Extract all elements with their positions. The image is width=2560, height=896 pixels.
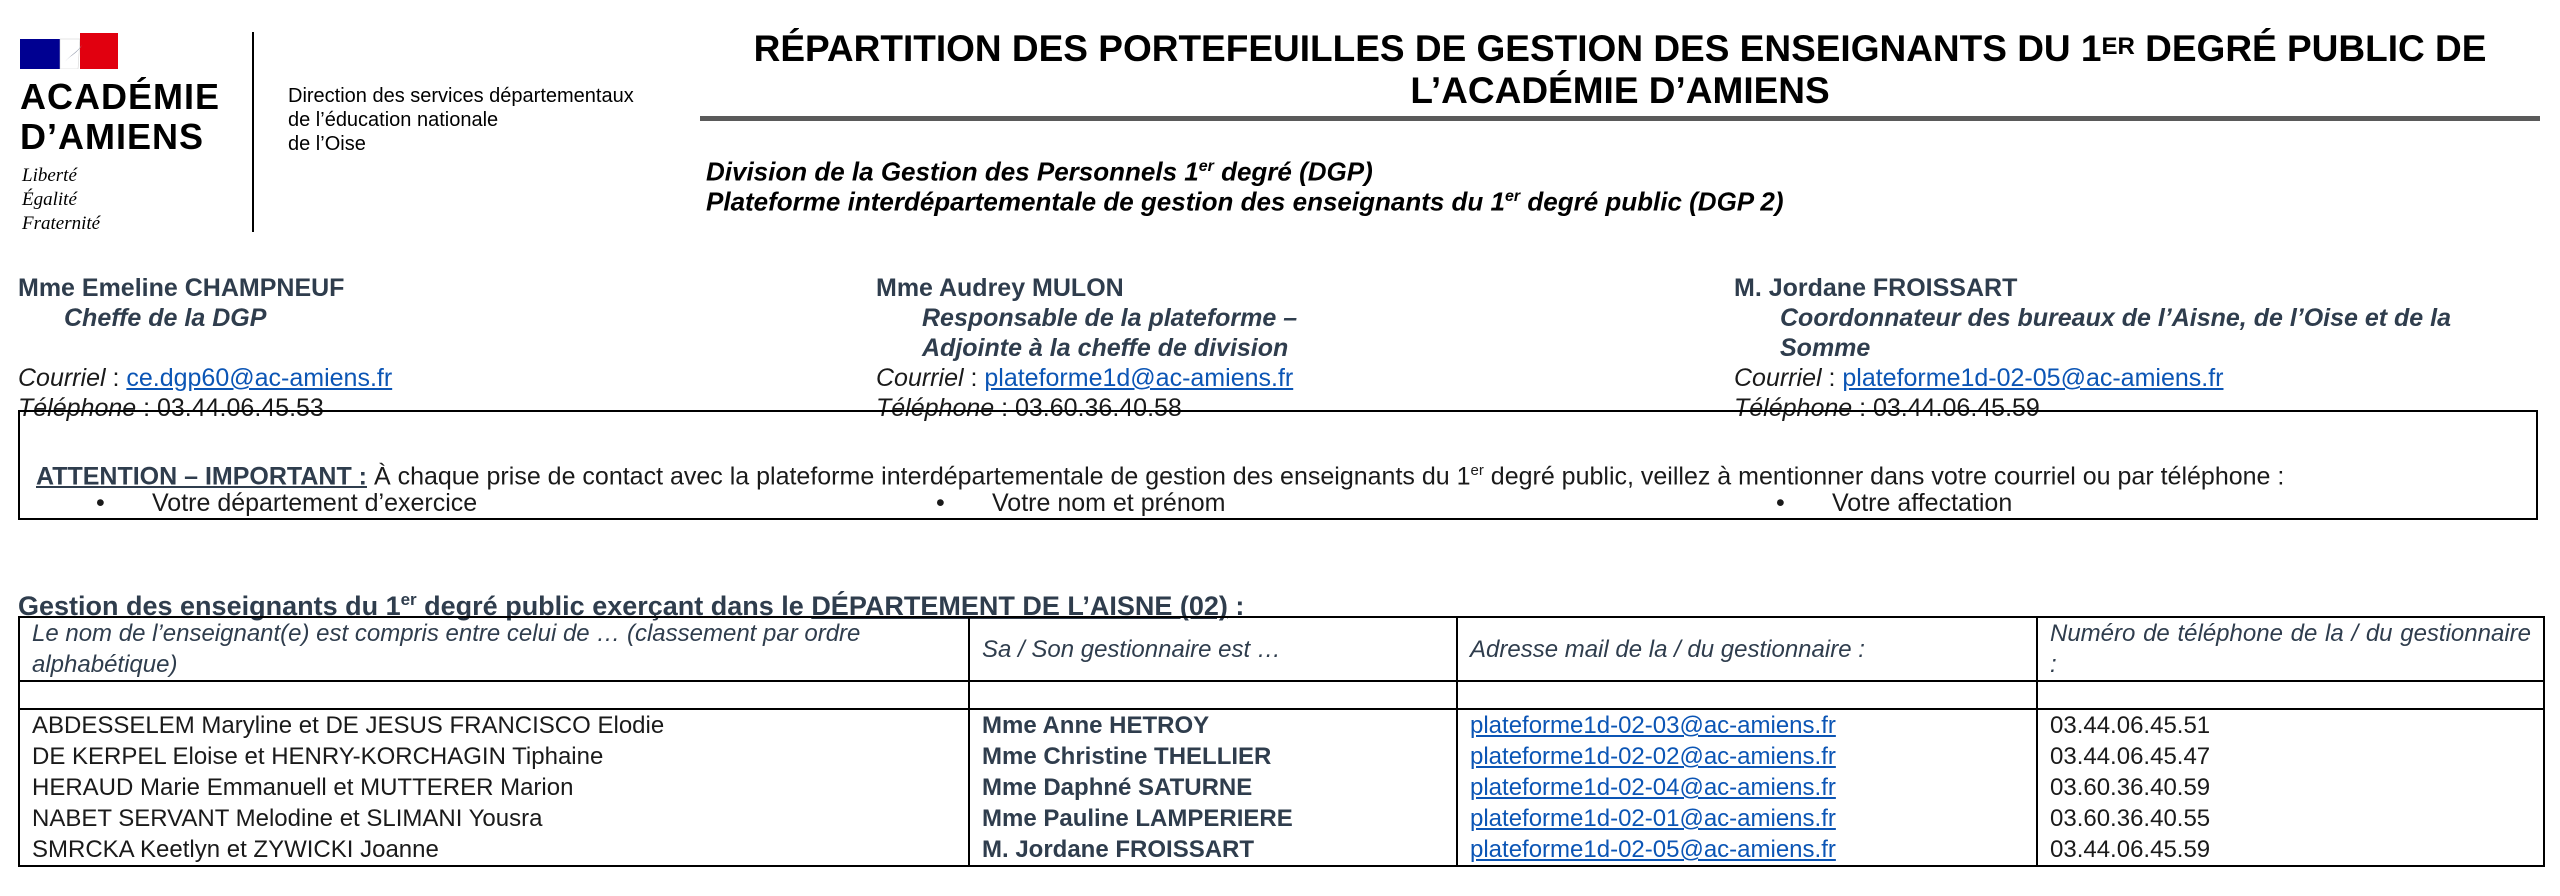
motto-fraternite: Fraternité [22,213,101,234]
name-range: SMRCKA Keetlyn et ZYWICKI Joanne [19,834,969,866]
contact-role-2: Somme [1780,334,1871,362]
contact-mail-line: Courriel : plateforme1d-02-05@ac-amiens.fr [1734,364,2224,392]
name-range: DE KERPEL Eloise et HENRY-KORCHAGIN Tiphaine [19,741,969,772]
contact-phone: 03.44.06.45.59 [1873,394,2040,422]
contact-role-1: Coordonnateur des bureaux de l’Aisne, de l’Oise et de la [1780,304,2451,332]
attention-bullet-2: • Votre nom et prénom [936,489,1226,517]
title-part2: DEGRÉ PUBLIC DE [2134,28,2487,69]
header-manager: Sa / Son gestionnaire est … [969,617,1457,681]
bullet-icon: • [936,489,945,517]
manager-name: Mme Anne HETROY [969,709,1457,741]
manager-name: Mme Christine THELLIER [969,741,1457,772]
title-part1: RÉPARTITION DES PORTEFEUILLES DE GESTION DES ENSEIGNANTS DU 1 [753,28,2102,69]
bullet-icon: • [96,489,105,517]
contact-phone: 03.44.06.45.53 [157,394,324,422]
motto-liberte: Liberté [22,165,77,186]
name-range: HERAUD Marie Emmanuell et MUTTERER Marion [19,772,969,803]
contact-phone: 03.60.36.40.58 [1015,394,1182,422]
bullet-icon: • [1776,489,1785,517]
department-name: DÉPARTEMENT DE L’AISNE (02) [811,591,1228,621]
contact-mulon [876,273,1297,423]
manager-email-link[interactable]: plateforme1d-02-01@ac-amiens.fr [1470,805,1836,832]
service-line-1: Direction des services départementaux [288,85,634,107]
division-line-1: Division de la Gestion des Personnels 1er degré (DGP) [706,156,1373,187]
header-phone: Numéro de téléphone de la / du gestionnaire : [2037,617,2544,681]
contact-role-2: Adjointe à la cheffe de division [922,334,1289,362]
manager-name: M. Jordane FROISSART [969,834,1457,866]
flag-white [60,39,80,69]
contact-name: Mme Audrey MULON [876,274,1124,302]
manager-phone: 03.44.06.45.47 [2037,741,2544,772]
attention-bullet-1: • Votre département d’exercice [96,489,478,517]
flag-blue [20,39,60,69]
manager-phone: 03.44.06.45.51 [2037,709,2544,741]
contact-mail-link[interactable]: plateforme1d@ac-amiens.fr [984,364,1294,392]
logo-amiens: D’AMIENS [20,116,205,157]
attention-bullet-3: • Votre affectation [1776,489,2013,517]
contact-role: Cheffe de la DGP [64,304,267,332]
contact-phone-line: Téléphone : 03.60.36.40.58 [876,394,1182,422]
contact-froissart [1734,273,2451,423]
attention-text: ATTENTION – IMPORTANT : À chaque prise de contact avec la plateforme interdépartementale de gestion des enseignants du 1er degré public, veillez à mentionner dans votre courriel ou par téléphone : [36,462,2285,491]
contact-phone-line: Téléphone : 03.44.06.45.59 [1734,394,2040,422]
manager-email-link[interactable]: plateforme1d-02-05@ac-amiens.fr [1470,836,1836,863]
manager-email-link[interactable]: plateforme1d-02-03@ac-amiens.fr [1470,712,1836,739]
republic-flag-icon [20,33,118,69]
service-line-3: de l’Oise [288,133,366,155]
table-row [19,834,2544,866]
contact-phone-line: Téléphone : 03.44.06.45.53 [18,394,324,422]
table-header-row [19,617,2544,681]
table-row [19,741,2544,772]
page-title [700,28,2540,112]
manager-phone: 03.44.06.45.59 [2037,834,2544,866]
manager-email-link[interactable]: plateforme1d-02-02@ac-amiens.fr [1470,743,1836,770]
name-range: NABET SERVANT Melodine et SLIMANI Yousra [19,803,969,834]
table-row [19,772,2544,803]
manager-email-link[interactable]: plateforme1d-02-04@ac-amiens.fr [1470,774,1836,801]
table-row [19,803,2544,834]
contact-champneuf [18,273,392,423]
contact-name: Mme Emeline CHAMPNEUF [18,274,345,302]
section-heading: Gestion des enseignants du 1er degré public exerçant dans le DÉPARTEMENT DE L’AISNE (02) : [18,590,1245,621]
name-range: ABDESSELEM Maryline et DE JESUS FRANCISCO Elodie [19,709,969,741]
portfolio-table [18,616,2545,867]
flag-red [80,33,118,69]
contact-role-1: Responsable de la plateforme – [922,304,1298,332]
header-name-range: Le nom de l’enseignant(e) est compris entre celui de … (classement par ordre alphabétique) [19,617,969,681]
title-underline [700,116,2540,121]
header-email: Adresse mail de la / du gestionnaire : [1457,617,2037,681]
manager-name: Mme Pauline LAMPERIERE [969,803,1457,834]
table-row [19,709,2544,741]
title-sup: ER [2101,33,2135,60]
contact-mail-line: Courriel : ce.dgp60@ac-amiens.fr [18,364,393,392]
manager-phone: 03.60.36.40.55 [2037,803,2544,834]
manager-name: Mme Daphné SATURNE [969,772,1457,803]
contact-name: M. Jordane FROISSART [1734,274,2018,302]
logo-academie: ACADÉMIE [20,76,221,117]
contact-mail-link[interactable]: plateforme1d-02-05@ac-amiens.fr [1842,364,2224,392]
contact-mail-line: Courriel : plateforme1d@ac-amiens.fr [876,364,1294,392]
motto-egalite: Égalité [22,189,77,210]
division-line-2: Plateforme interdépartementale de gestion des enseignants du 1er degré public (DGP 2) [706,186,1784,217]
logo-separator [252,32,254,232]
attention-label: ATTENTION – IMPORTANT : [36,462,367,491]
manager-phone: 03.60.36.40.59 [2037,772,2544,803]
service-line-2: de l’éducation nationale [288,109,499,131]
title-line2: L’ACADÉMIE D’AMIENS [1410,70,1830,111]
contact-mail-link[interactable]: ce.dgp60@ac-amiens.fr [126,364,393,392]
table-spacer-row [19,681,2544,709]
